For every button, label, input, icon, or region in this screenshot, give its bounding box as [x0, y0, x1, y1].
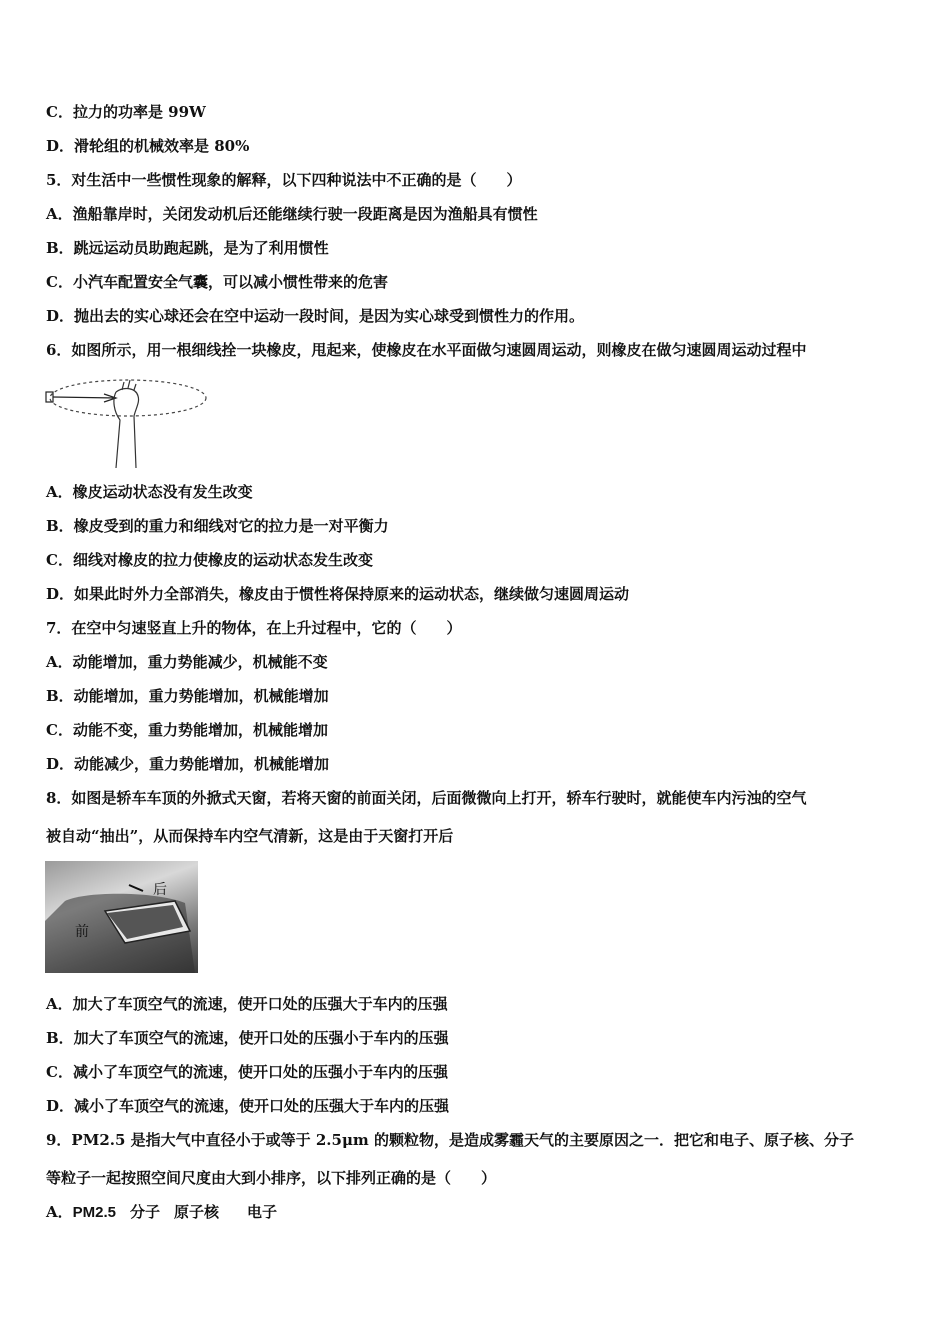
q5-option-c: C．小汽车配置安全气囊，可以减小惯性带来的危害: [46, 273, 388, 291]
q8-option-c: C．减小了车顶空气的流速，使开口处的压强小于车内的压强: [46, 1063, 448, 1081]
eraser-circular-motion-figure: [44, 372, 210, 470]
label-front: 前: [75, 924, 89, 940]
q9-option-a-item-3: 原子核: [174, 1203, 220, 1221]
q7-option-b: B．动能增加，重力势能增加，机械能增加: [46, 687, 329, 705]
q7-option-a: A．动能增加，重力势能减少，机械能不变: [46, 653, 328, 671]
question-9-cont: 等粒子一起按照空间尺度由大到小排序，以下排列正确的是（ ）: [46, 1169, 497, 1187]
q8-option-b: B．加大了车顶空气的流速，使开口处的压强小于车内的压强: [46, 1029, 449, 1047]
question-8-cont: 被自动“抽出”，从而保持车内空气清新，这是由于天窗打开后: [46, 827, 454, 845]
line-1: C．拉力的功率是 99W: [46, 103, 206, 121]
q6-option-c: C．细线对橡皮的拉力使橡皮的运动状态发生改变: [46, 551, 373, 569]
q9-option-a-item-4: 电子: [247, 1203, 278, 1221]
q5-option-b: B．跳远运动员助跑起跳，是为了利用惯性: [46, 239, 329, 257]
q9-option-a-item-2: 分子: [130, 1203, 161, 1221]
car-sunroof-photo: [45, 861, 198, 973]
line-2: D．滑轮组的机械效率是 80%: [46, 137, 250, 155]
question-6: 6．如图所示，用一根细线拴一块橡皮，甩起来，使橡皮在水平面做匀速圆周运动，则橡皮在做匀速圆周运动过程中: [46, 341, 807, 359]
q5-option-d: D．抛出去的实心球还会在空中运动一段时间，是因为实心球受到惯性力的作用。: [46, 307, 585, 325]
question-5: 5．对生活中一些惯性现象的解释，以下四种说法中不正确的是（ ）: [46, 171, 522, 189]
q8-option-d: D．减小了车顶空气的流速，使开口处的压强大于车内的压强: [46, 1097, 450, 1115]
question-7: 7．在空中匀速竖直上升的物体，在上升过程中，它的（ ）: [46, 619, 462, 637]
q7-option-c: C．动能不变，重力势能增加，机械能增加: [46, 721, 328, 739]
q6-option-a: A．橡皮运动状态没有发生改变: [46, 483, 253, 501]
q9-option-a-letter: A．: [46, 1203, 73, 1221]
q5-option-a: A．渔船靠岸时，关闭发动机后还能继续行驶一段距离是因为渔船具有惯性: [46, 205, 538, 223]
q9-option-a-item-1: PM2.5: [72, 1204, 116, 1221]
question-8: 8．如图是轿车车顶的外掀式天窗，若将天窗的前面关闭，后面微微向上打开，轿车行驶时，就能使车内污浊的空气: [46, 789, 807, 807]
q8-option-a: A．加大了车顶空气的流速，使开口处的压强大于车内的压强: [46, 995, 448, 1013]
q7-option-d: D．动能减少，重力势能增加，机械能增加: [46, 755, 330, 773]
question-9: 9．PM2.5 是指大气中直径小于或等于 2.5μm 的颗粒物，是造成雾霾天气的主要原因之一．把它和电子、原子核、分子: [46, 1131, 855, 1149]
label-back: 后: [153, 882, 167, 898]
q6-option-b: B．橡皮受到的重力和细线对它的拉力是一对平衡力: [46, 517, 389, 535]
q6-option-d: D．如果此时外力全部消失，橡皮由于惯性将保持原来的运动状态，继续做匀速圆周运动: [46, 585, 630, 603]
q9-option-a: [46, 1202, 277, 1223]
